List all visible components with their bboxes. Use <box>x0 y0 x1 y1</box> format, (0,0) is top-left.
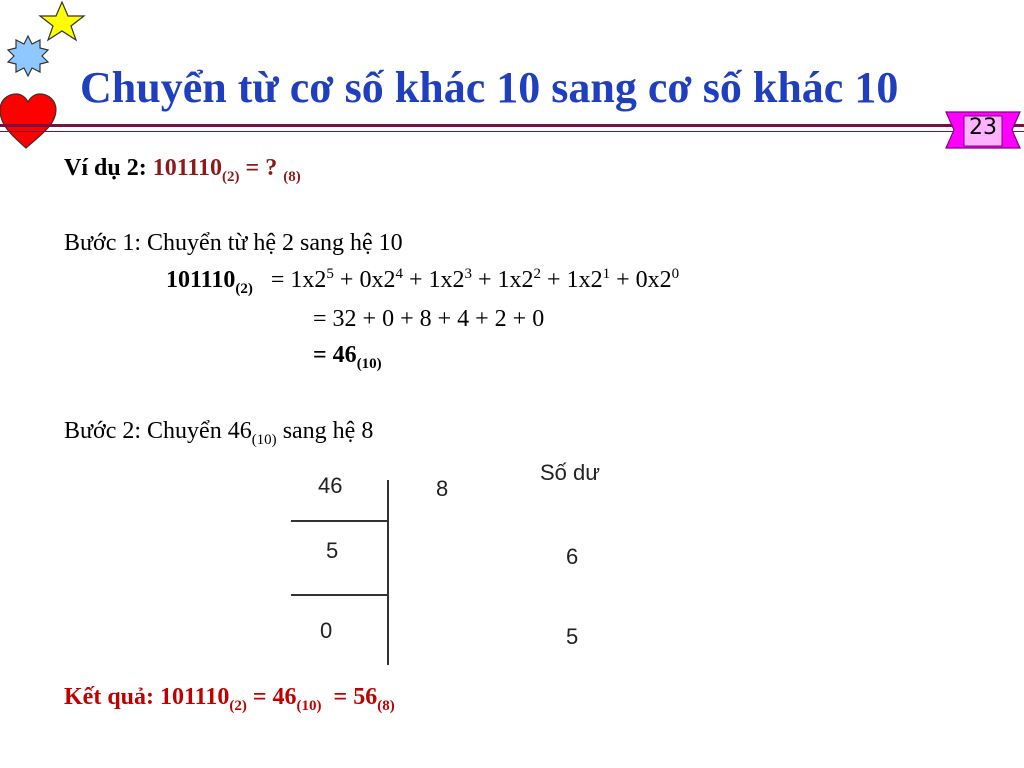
step1-lhs: $101110_{(2)}$ <box>166 267 253 297</box>
step1-sum: = 32 + 0 + 8 + 4 + 2 + 0 <box>313 306 545 332</box>
term: + $0x2^4$ <box>339 266 403 293</box>
step1-heading: Bước 1: Chuyển từ hệ 2 sang hệ 10 <box>64 230 403 256</box>
quotient: 0 <box>320 618 333 643</box>
slide-number: 23 <box>969 115 997 140</box>
term: = $1x2^5$ <box>270 266 334 293</box>
heart-icon <box>0 94 56 148</box>
step2-heading: Bước 2: Chuyển $46_{(10)}$ sang hệ 8 <box>64 418 374 448</box>
term: + $1x2^2$ <box>478 266 542 293</box>
step1-result: = $46_{(10)}$ <box>313 342 382 372</box>
final-result: Kết quả: $101110_{(2)} = 46_{(10)} = 56_{(8)}$ <box>64 684 395 714</box>
table-rule <box>291 594 388 596</box>
term: + $1x2^1$ <box>547 266 611 293</box>
title-rule-thin <box>0 131 1024 132</box>
star-icon <box>40 2 84 40</box>
example-line <box>64 155 301 186</box>
remainder: 6 <box>566 544 579 569</box>
table-rule <box>291 520 388 522</box>
slide-title: Chuyển từ cơ số khác 10 sang cơ số khác 10 <box>80 63 899 112</box>
step1-expansion <box>166 266 679 298</box>
quotient: 5 <box>326 538 339 563</box>
burst-icon <box>8 36 48 76</box>
term: + $0x2^0$ <box>616 266 680 293</box>
table-vertical-line <box>387 480 389 665</box>
decorative-shapes <box>0 0 90 160</box>
example-number: $101110_{(2)}$ = ? $_{(8)}$ <box>152 155 301 185</box>
term: + $1x2^3$ <box>408 266 472 293</box>
remainder: 5 <box>566 624 579 649</box>
example-label: Ví dụ 2: <box>64 155 147 181</box>
dividend: 46 <box>318 473 343 498</box>
divisor: 8 <box>436 476 449 501</box>
title-rule <box>0 124 1024 127</box>
remainder-header: Số dư <box>540 460 600 485</box>
